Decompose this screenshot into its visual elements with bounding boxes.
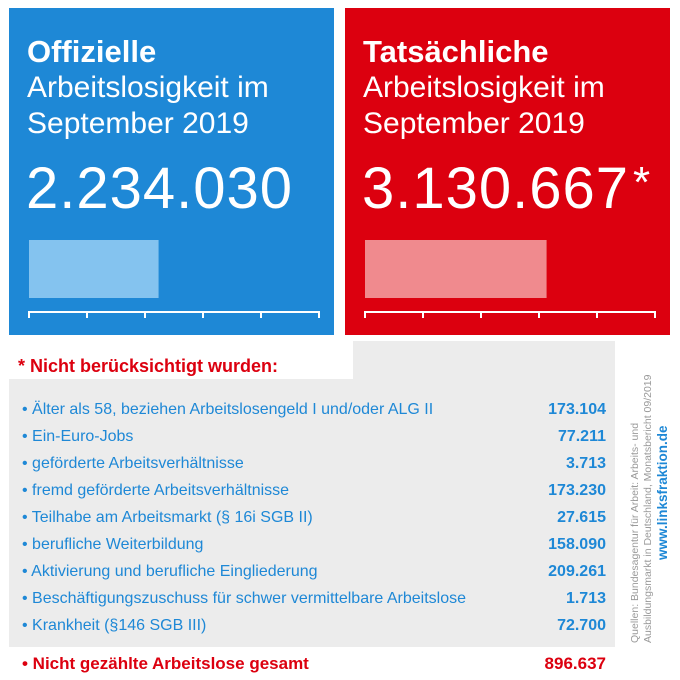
official-bar-chart [9, 8, 334, 335]
list-item-label: • Beschäftigungszuschuss für schwer vermittelbare Arbeitslose [22, 590, 467, 607]
official-axis [29, 311, 319, 318]
actual-panel [345, 8, 670, 335]
official-bar [29, 240, 159, 298]
official-panel [9, 8, 334, 335]
list-item [22, 563, 612, 587]
list-item-value: 27.615 [557, 509, 606, 526]
official-value: 2.234.030 [26, 156, 294, 221]
list-item-label: • Älter als 58, beziehen Arbeitslosengeld I und/oder ALG II [22, 401, 434, 418]
list-item-label: • Teilhabe am Arbeitsmarkt (§ 16i SGB II) [22, 509, 313, 526]
list-item-label: • geförderte Arbeitsverhältnisse [22, 455, 244, 472]
list-item [22, 617, 612, 641]
list-item-value: 1.713 [565, 590, 606, 607]
not-counted-header [9, 341, 353, 379]
list-item [22, 590, 612, 614]
list-item [22, 455, 612, 479]
total-label: • Nicht gezählte Arbeitslose gesamt [22, 654, 309, 673]
website-link[interactable]: www.linksfraktion.de [655, 425, 670, 560]
not-counted-heading: * Nicht berücksichtigt wurden: [18, 356, 279, 376]
source-note [629, 343, 655, 643]
list-item-label: • Krankheit (§146 SGB III) [22, 617, 207, 634]
actual-title-bold: Tatsächliche [363, 34, 549, 69]
source-line-1: Quellen: Bundesagentur für Arbeit: Arbeits- und [629, 422, 641, 643]
list-item [22, 482, 612, 506]
total-value: 896.637 [544, 654, 606, 673]
list-item-value: 173.104 [548, 401, 606, 418]
official-title-bold: Offizielle [27, 34, 157, 69]
list-item-label: • fremd geförderte Arbeitsverhältnisse [22, 482, 290, 499]
list-item [22, 428, 612, 452]
list-item [22, 401, 612, 425]
list-item-label: • berufliche Weiterbildung [22, 536, 204, 553]
source-line-2: Ausbildungsmarkt in Deutschland, Monatsbericht 09/2019 [642, 374, 654, 643]
list-item [22, 509, 612, 533]
actual-axis [365, 311, 655, 318]
total-row [22, 654, 612, 678]
official-title-line3: September 2019 [27, 107, 249, 140]
list-item [22, 536, 612, 560]
list-item-label: • Aktivierung und berufliche Eingliederung [22, 563, 318, 580]
list-item-value: 209.261 [548, 563, 606, 580]
list-item-value: 77.211 [557, 428, 606, 445]
list-item-value: 3.713 [565, 455, 606, 472]
actual-bar-chart [345, 8, 670, 335]
actual-title-line3: September 2019 [363, 107, 585, 140]
list-item-label: • Ein-Euro-Jobs [22, 428, 134, 445]
list-item-value: 158.090 [548, 536, 606, 553]
list-item-value: 72.700 [557, 617, 606, 634]
official-title-line2: Arbeitslosigkeit im [27, 71, 269, 104]
actual-bar [365, 240, 547, 298]
list-item-value: 173.230 [548, 482, 606, 499]
actual-value-number: 3.130.667 [362, 156, 630, 221]
actual-value-footnote: * [633, 158, 652, 207]
actual-title-line2: Arbeitslosigkeit im [363, 71, 605, 104]
